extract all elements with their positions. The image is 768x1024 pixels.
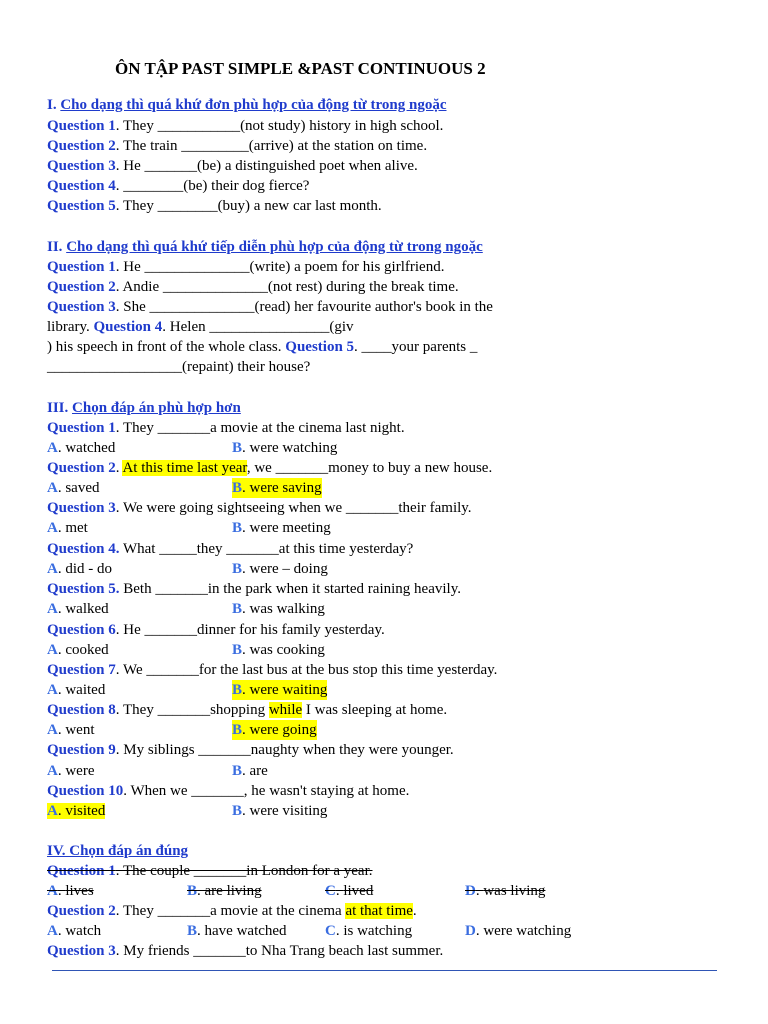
- option-b-highlighted: B. were going: [232, 722, 317, 738]
- option-b: B. are living: [187, 883, 262, 899]
- answer-options: [47, 720, 547, 740]
- question-line: Question 1. They _______a movie at the cinema last night.: [47, 420, 405, 436]
- question-line: Question 3. We were going sightseeing when we _______their family.: [47, 500, 472, 516]
- question-line: Question 7. We _______for the last bus at the bus stop this time yesterday.: [47, 662, 498, 678]
- answer-options: [47, 680, 547, 700]
- option-a: A. saved: [47, 480, 100, 496]
- highlight: At this time last year: [122, 460, 247, 476]
- option-a: A. watched: [47, 440, 116, 456]
- question-line: Question 4. What _____they _______at this time yesterday?: [47, 541, 414, 557]
- question-line: Question 5. Beth _______in the park when it started raining heavily.: [47, 581, 461, 597]
- option-a: A. were: [47, 763, 95, 779]
- answer-options: [47, 478, 547, 498]
- section-heading-3: III. Chọn đáp án phù hợp hơn: [47, 400, 241, 416]
- section-title-1: Cho dạng thì quá khứ đơn phù hợp của động từ trong ngoặc: [60, 97, 447, 113]
- question-line: __________________(repaint) their house?: [47, 359, 311, 375]
- section-heading-2: II. Cho dạng thì quá khứ tiếp diễn phù hợp của động từ trong ngoặc: [47, 239, 483, 255]
- option-b: B. were watching: [232, 440, 338, 456]
- section-heading-1: I. Cho dạng thì quá khứ đơn phù hợp của động từ trong ngoặc: [47, 97, 447, 113]
- footer-divider: [52, 970, 717, 971]
- option-a: A. met: [47, 520, 88, 536]
- section-title-4: IV. Chọn đáp án đúng: [47, 843, 189, 859]
- answer-options: [47, 559, 547, 579]
- option-b: B. have watched: [187, 923, 287, 939]
- option-a: A. went: [47, 722, 95, 738]
- question-line: Question 6. He _______dinner for his family yesterday.: [47, 622, 385, 638]
- question-line: Question 10. When we _______, he wasn't staying at home.: [47, 783, 410, 799]
- option-c: C. is watching: [325, 923, 413, 939]
- highlight: at that time: [345, 903, 413, 919]
- answer-options: [47, 599, 547, 619]
- option-a: A. did - do: [47, 561, 113, 577]
- option-b: B. were meeting: [232, 520, 331, 536]
- highlight: while: [268, 702, 303, 718]
- question-line: Question 3. He _______(be) a distinguished poet when alive.: [47, 158, 418, 174]
- option-b: B. are: [232, 763, 268, 779]
- question-line: Question 1. He ______________(write) a poem for his girlfriend.: [47, 259, 445, 275]
- document-title: ÔN TẬP PAST SIMPLE &PAST CONTINUOUS 2: [115, 59, 486, 78]
- option-a: A. cooked: [47, 642, 109, 658]
- option-a: A. waited: [47, 682, 106, 698]
- option-d: D. were watching: [465, 923, 572, 939]
- option-d: D. was living: [465, 883, 546, 899]
- section-title-3: Chọn đáp án phù hợp hơn: [72, 400, 241, 416]
- option-a: A. lives: [47, 883, 94, 899]
- answer-options-struck: [47, 881, 552, 901]
- question-line: Question 2. They _______a movie at the cinema at that time.: [47, 903, 417, 919]
- question-line: Question 2. At this time last year, we _______money to buy a new house.: [47, 460, 493, 476]
- question-line: Question 9. My siblings _______naughty when they were younger.: [47, 742, 454, 758]
- option-b: B. were – doing: [232, 561, 328, 577]
- question-line: Question 3. My friends _______to Nha Trang beach last summer.: [47, 943, 444, 959]
- section-title-2: Cho dạng thì quá khứ tiếp diễn phù hợp của động từ trong ngoặc: [66, 239, 483, 255]
- question-line: Question 2. Andie ______________(not rest) during the break time.: [47, 279, 459, 295]
- option-a: A. walked: [47, 601, 109, 617]
- answer-options: [47, 518, 547, 538]
- question-line: Question 1. They ___________(not study) history in high school.: [47, 118, 444, 134]
- question-line-struck: Question 1. The couple _______in London for a year.: [47, 863, 373, 879]
- question-line: Question 4. ________(be) their dog fierce?: [47, 178, 310, 194]
- option-b: B. was walking: [232, 601, 325, 617]
- question-line: ) his speech in front of the whole class. Question 5. ____your parents _: [47, 339, 478, 355]
- option-b-highlighted: B. were saving: [232, 480, 322, 496]
- option-c: C. lived: [325, 883, 374, 899]
- answer-options: [47, 921, 607, 941]
- question-line: library. Question 4. Helen ________________(giv: [47, 319, 354, 335]
- question-line: Question 2. The train _________(arrive) at the station on time.: [47, 138, 428, 154]
- option-a-highlighted: A. visited: [47, 803, 106, 819]
- question-line: Question 3. She ______________(read) her favourite author's book in the: [47, 299, 493, 315]
- answer-options: [47, 640, 547, 660]
- option-b: B. were visiting: [232, 803, 328, 819]
- answer-options: [47, 761, 547, 781]
- question-line: Question 8. They _______shopping while I was sleeping at home.: [47, 702, 448, 718]
- answer-options: [47, 438, 547, 458]
- question-line: Question 5. They ________(buy) a new car last month.: [47, 198, 382, 214]
- option-b: B. was cooking: [232, 642, 325, 658]
- section-heading-4: [47, 841, 188, 861]
- option-a: A. watch: [47, 923, 102, 939]
- option-b-highlighted: B. were waiting: [232, 682, 328, 698]
- answer-options: [47, 801, 547, 821]
